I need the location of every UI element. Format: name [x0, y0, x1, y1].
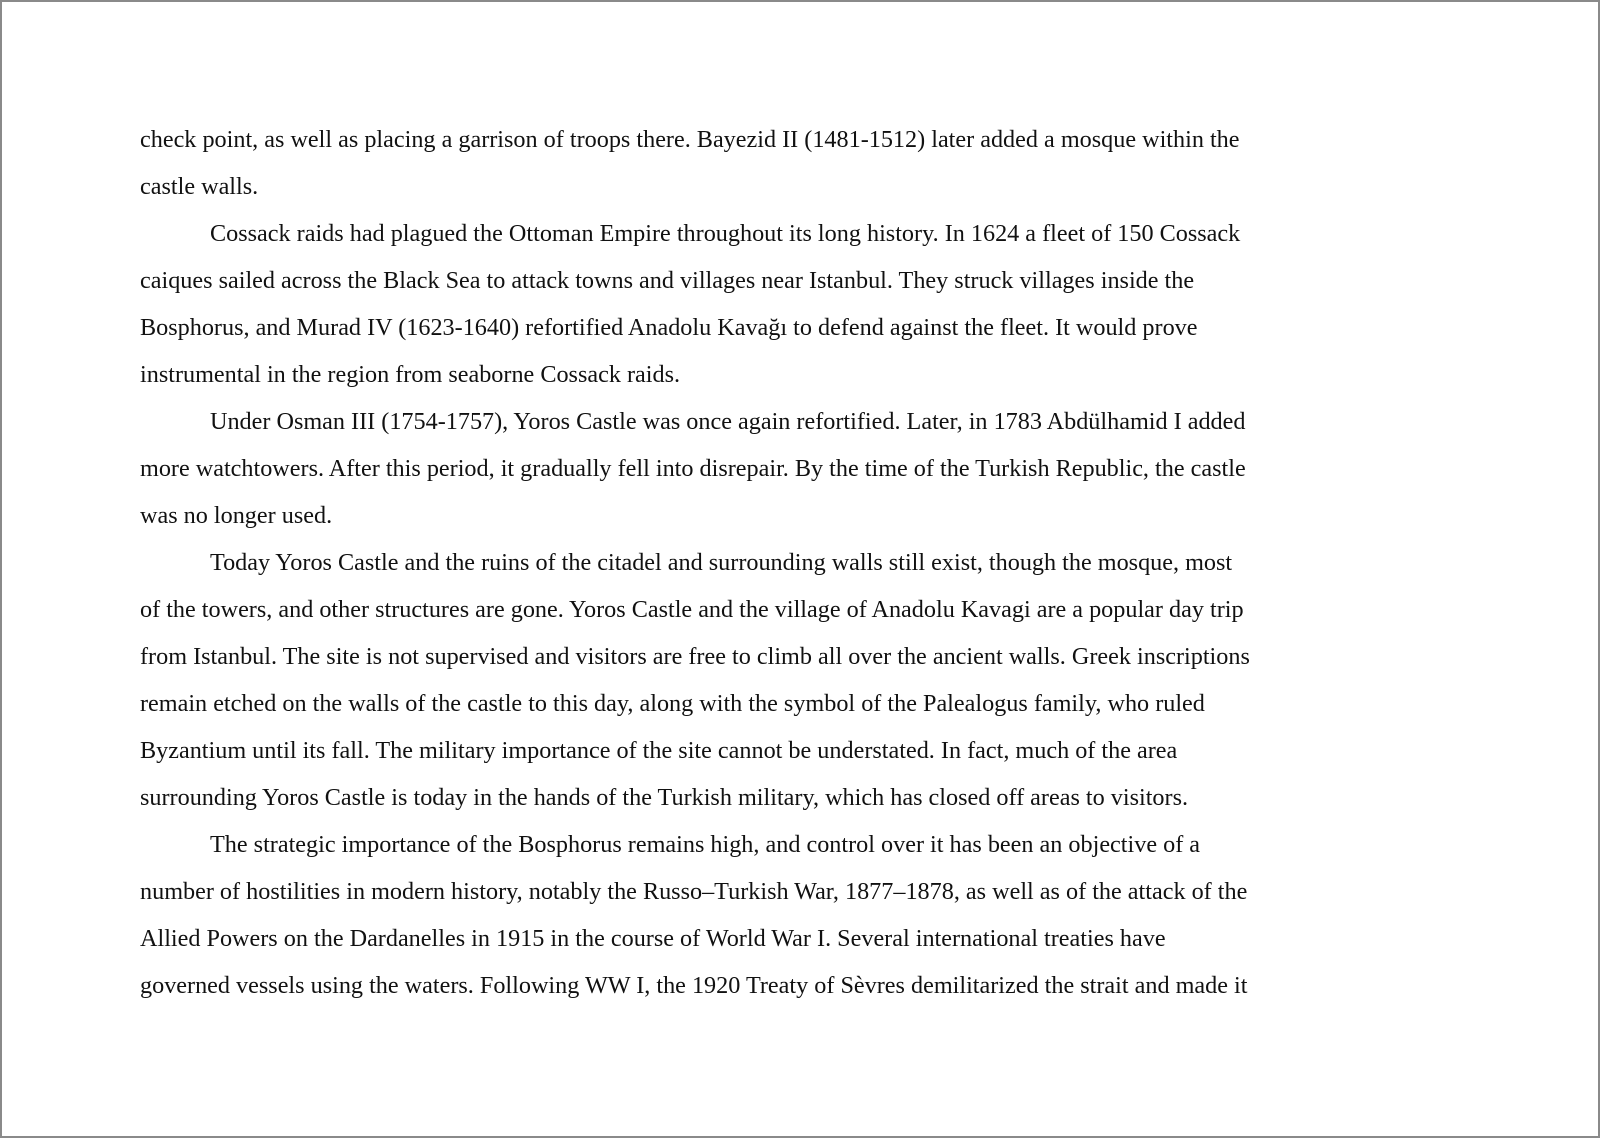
paragraph-1	[140, 116, 1402, 210]
text-line: castle walls.	[140, 173, 259, 200]
paragraph-5	[140, 821, 1402, 1009]
text-line: instrumental in the region from seaborne Cossack raids.	[140, 361, 681, 388]
text-line: caiques sailed across the Black Sea to attack towns and villages near Istanbul. They struck villages inside the	[140, 267, 1195, 294]
document-body	[140, 116, 1402, 1009]
paragraph-3	[140, 398, 1402, 539]
text-line: number of hostilities in modern history, notably the Russo–Turkish War, 1877–1878, as well as of the attack of the	[140, 878, 1248, 905]
text-line: remain etched on the walls of the castle to this day, along with the symbol of the Palealogus family, who ruled	[140, 690, 1205, 717]
text-line: Under Osman III (1754-1757), Yoros Castle was once again refortified. Later, in 1783 Abdülhamid I added	[210, 408, 1246, 435]
text-line: governed vessels using the waters. Following WW I, the 1920 Treaty of Sèvres demilitarized the strait and made it	[140, 972, 1248, 999]
text-line: from Istanbul. The site is not supervised and visitors are free to climb all over the ancient walls. Greek inscriptions	[140, 643, 1250, 670]
text-line: Allied Powers on the Dardanelles in 1915 in the course of World War I. Several international treaties have	[140, 925, 1166, 952]
text-line: surrounding Yoros Castle is today in the hands of the Turkish military, which has closed off areas to visitors.	[140, 784, 1189, 811]
text-line: of the towers, and other structures are gone. Yoros Castle and the village of Anadolu Kavagi are a popular day trip	[140, 596, 1244, 623]
text-line: Byzantium until its fall. The military importance of the site cannot be understated. In fact, much of the area	[140, 737, 1178, 764]
text-line: check point, as well as placing a garrison of troops there. Bayezid II (1481-1512) later added a mosque within the	[140, 126, 1240, 153]
text-line: The strategic importance of the Bosphorus remains high, and control over it has been an objective of a	[210, 831, 1201, 858]
text-line: was no longer used.	[140, 502, 333, 529]
paragraph-4	[140, 539, 1402, 821]
text-line: Cossack raids had plagued the Ottoman Empire throughout its long history. In 1624 a fleet of 150 Cossack	[210, 220, 1241, 247]
paragraph-2	[140, 210, 1402, 398]
text-line: Today Yoros Castle and the ruins of the citadel and surrounding walls still exist, though the mosque, most	[210, 549, 1233, 576]
text-line: more watchtowers. After this period, it gradually fell into disrepair. By the time of the Turkish Republic, the castle	[140, 455, 1246, 482]
text-line: Bosphorus, and Murad IV (1623-1640) refortified Anadolu Kavağı to defend against the fleet. It would prove	[140, 314, 1198, 341]
